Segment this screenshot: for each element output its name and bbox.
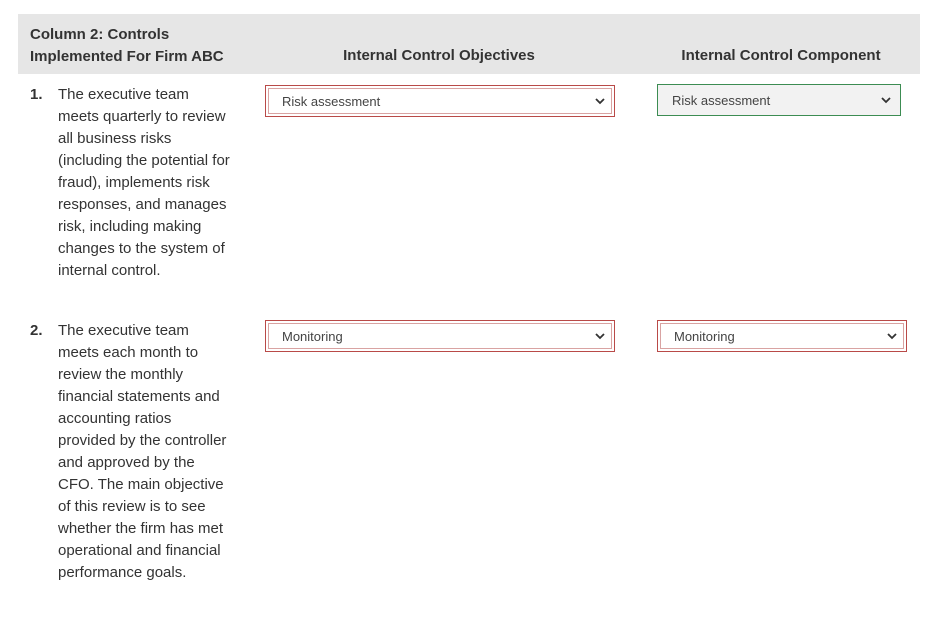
- row-number: 2.: [30, 322, 43, 339]
- header-internal-control-component: Internal Control Component: [681, 47, 881, 64]
- controls-table: [18, 14, 920, 581]
- component-select-value: Risk assessment: [672, 93, 771, 108]
- control-description: The executive team meets each month to review the monthly financial statements and accounting ratios provided by the controller and approved by the CFO. The main objective of this review is to see whether the firm has met operational and financial performance goals.: [58, 322, 227, 581]
- component-select-value: Monitoring: [674, 329, 735, 344]
- objective-select[interactable]: [265, 320, 615, 352]
- table-row: [18, 320, 920, 640]
- objective-select-value: Risk assessment: [282, 94, 381, 109]
- header-controls-implemented: Column 2: Controls Implemented For Firm ABC: [30, 26, 224, 65]
- component-select[interactable]: [657, 320, 907, 352]
- component-select[interactable]: [657, 84, 901, 116]
- row-number: 1.: [30, 86, 43, 103]
- objective-select[interactable]: [265, 85, 615, 117]
- objective-select-value: Monitoring: [282, 329, 343, 344]
- chevron-down-icon: [886, 330, 898, 342]
- chevron-down-icon: [594, 95, 606, 107]
- table-header: [18, 14, 920, 74]
- table-row: [18, 84, 920, 314]
- header-internal-control-objectives: Internal Control Objectives: [343, 47, 535, 64]
- chevron-down-icon: [594, 330, 606, 342]
- control-description: The executive team meets quarterly to review all business risks (including the potential for fraud), implements risk responses, and manages risk, including making changes to the system of internal control.: [58, 86, 230, 279]
- chevron-down-icon: [880, 94, 892, 106]
